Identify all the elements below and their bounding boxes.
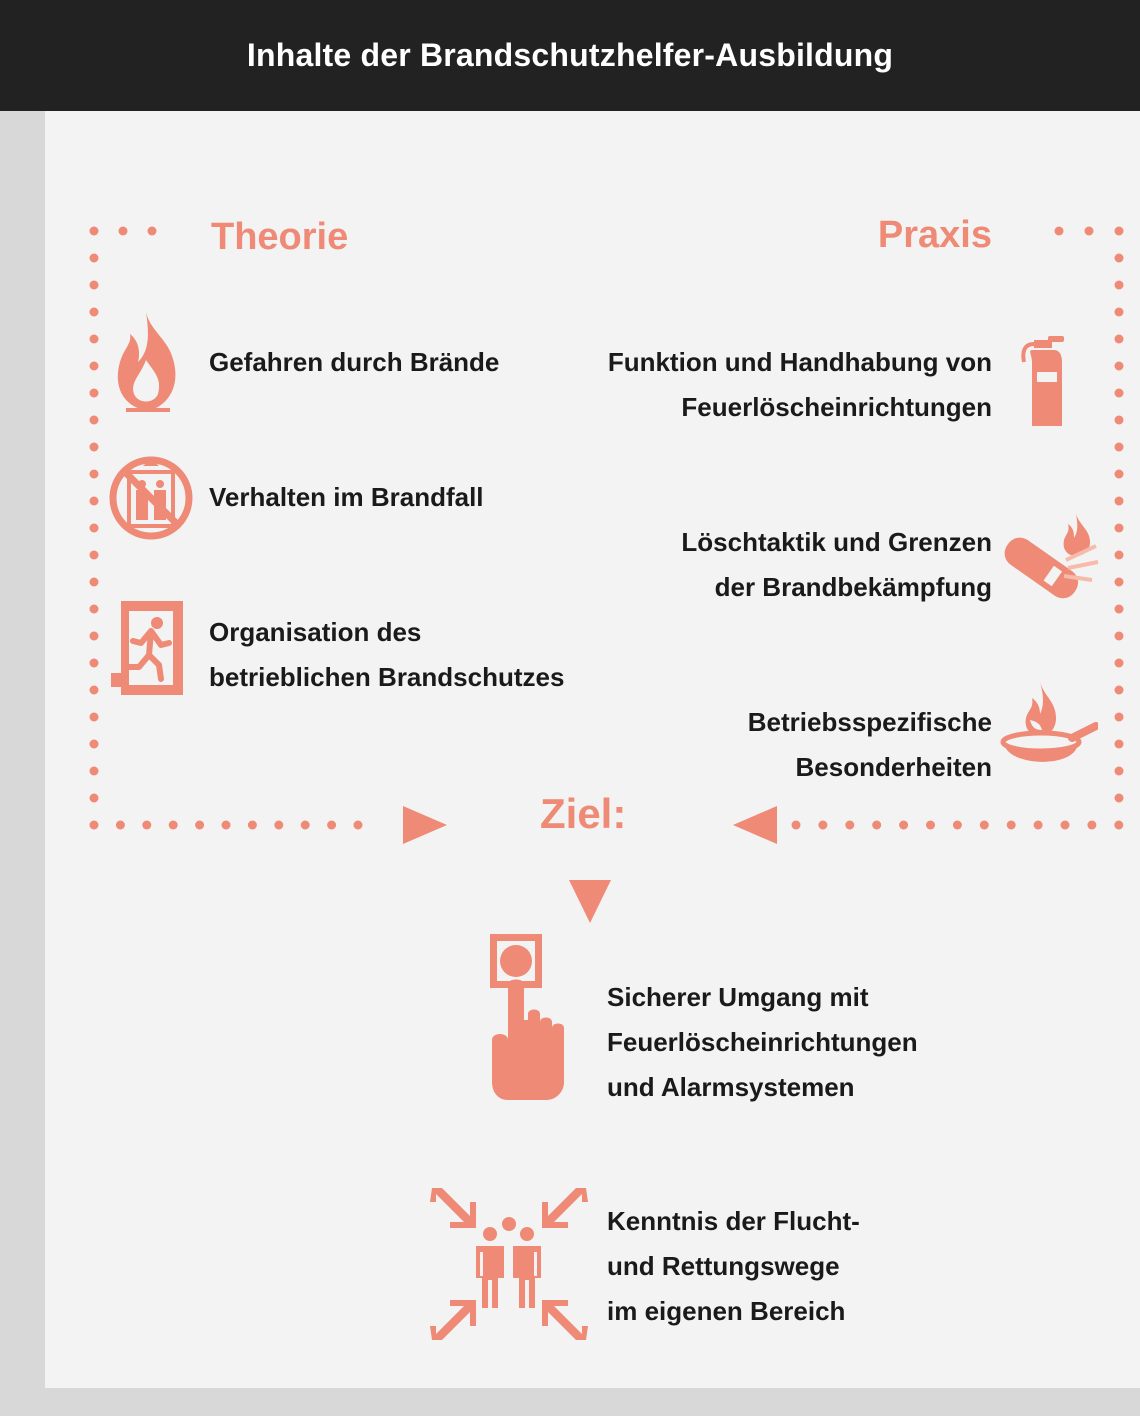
practice-item-3: Betriebsspezifische Besonderheiten (747, 707, 992, 782)
flame-icon (110, 308, 184, 414)
theory-item-1: Gefahren durch Brände (209, 347, 500, 377)
fire-extinguisher-icon (1020, 334, 1066, 428)
practice-heading: Praxis (877, 214, 992, 256)
goal-item-1: Sicherer Umgang mit Feuerlöscheinrichtungen und Alarmsystemen (607, 982, 918, 1102)
header-bar (0, 0, 1140, 111)
assembly-point-icon (426, 1184, 592, 1344)
emergency-exit-icon (111, 601, 183, 695)
theory-item-2: Verhalten im Brandfall (209, 482, 484, 512)
alarm-button-icon (486, 932, 570, 1102)
goal-item-2: Kenntnis der Flucht- und Rettungswege im eigenen Bereich (607, 1206, 860, 1326)
theory-heading: Theorie (211, 216, 349, 258)
practice-item-1: Funktion und Handhabung von Feuerlöscheinrichtungen (607, 347, 992, 422)
page-title: Inhalte der Brandschutzhelfer-Ausbildung (246, 37, 894, 73)
theory-item-3: Organisation des betrieblichen Brandschutzes (209, 617, 565, 692)
practice-item-2: Löschtaktik und Grenzen der Brandbekämpfung (681, 527, 992, 602)
burning-pan-icon (1000, 680, 1098, 778)
no-elevator-icon (107, 454, 195, 542)
goal-label: Ziel: (540, 790, 627, 837)
extinguishing-icon (996, 510, 1100, 606)
